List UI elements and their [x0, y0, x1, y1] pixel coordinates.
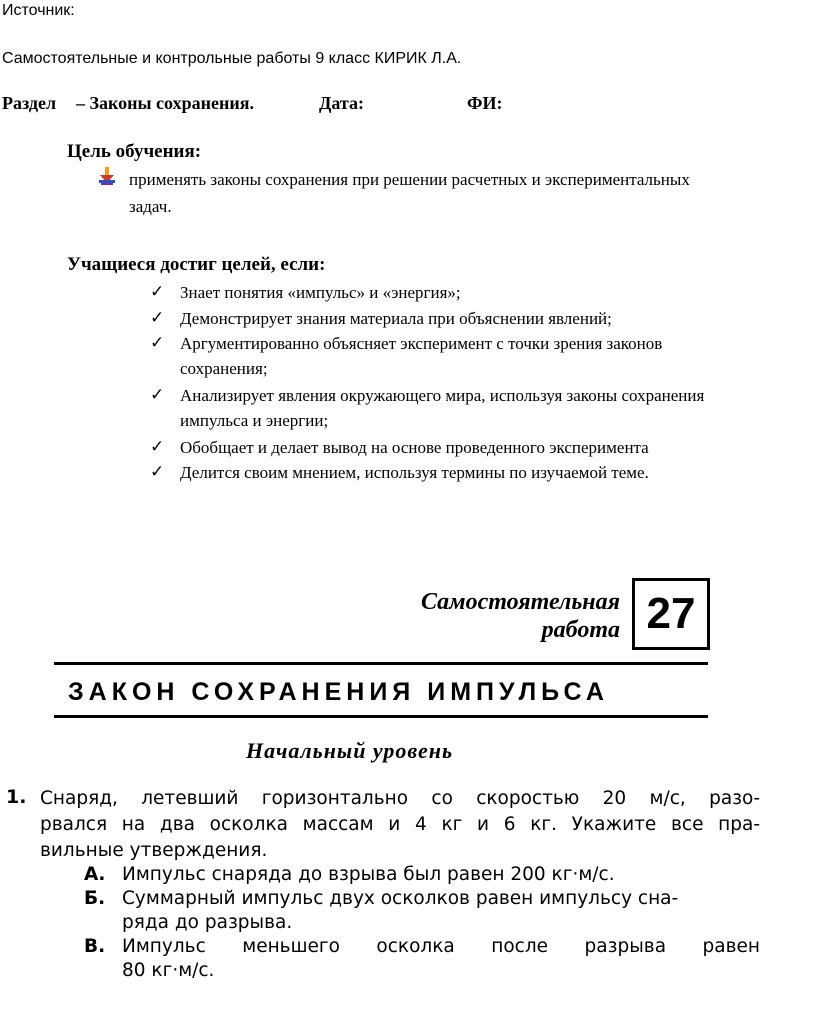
work-title-line1: Самостоятельная: [420, 589, 620, 615]
check-icon: ✓: [150, 333, 165, 352]
check-icon: ✓: [150, 437, 165, 456]
goal-text-continued: задач.: [129, 197, 172, 216]
work-number-box: [632, 578, 710, 650]
section-name: – Законы сохранения.: [76, 93, 254, 113]
date-label: Дата:: [319, 93, 364, 113]
work-number: 27: [646, 589, 696, 638]
option-text: Суммарный импульс двух осколков равен импульсу сна-: [122, 888, 679, 909]
criteria-item: Аргументированно объясняет эксперимент с точки зрения законов: [180, 334, 663, 353]
check-icon: ✓: [150, 282, 165, 301]
criteria-item-continued: сохранения;: [180, 359, 268, 378]
topic-title: ЗАКОН СОХРАНЕНИЯ ИМПУЛЬСА: [68, 678, 609, 706]
option-letter: А.: [84, 864, 106, 885]
divider-bottom: [54, 715, 708, 718]
criteria-item-continued: импульса и энергии;: [180, 411, 329, 430]
source-text: Самостоятельные и контрольные работы 9 класс КИРИК Л.А.: [2, 50, 462, 67]
question-text: рвался на два осколка массам и 4 кг и 6 кг. Укажите все пра-: [40, 814, 760, 835]
section-label: Раздел: [2, 93, 57, 113]
question-number: 1.: [6, 786, 27, 808]
goal-title: Цель обучения:: [67, 141, 202, 162]
criteria-title: Учащиеся достиг целей, если:: [67, 254, 326, 275]
option-text: Импульс снаряда до взрыва был равен 200 кг·м/с.: [122, 864, 615, 885]
criteria-item: Делится своим мнением, используя термины по изучаемой теме.: [180, 463, 649, 482]
criteria-item: Обобщает и делает вывод на основе проведенного эксперимента: [180, 438, 649, 457]
bullet-arrow-icon: [99, 167, 115, 185]
option-text-continued: 80 кг·м/с.: [122, 960, 215, 981]
check-icon: ✓: [150, 308, 165, 327]
question-text: вильные утверждения.: [40, 840, 268, 861]
check-icon: ✓: [150, 385, 165, 404]
option-text: Импульс меньшего осколка после разрыва равен: [122, 936, 760, 957]
criteria-item: Демонстрирует знания материала при объяснении явлений;: [180, 309, 612, 328]
name-label: ФИ:: [467, 93, 503, 113]
work-title-line2: работа: [541, 617, 620, 643]
level-title: Начальный уровень: [246, 738, 453, 763]
option-text-continued: ряда до разрыва.: [122, 912, 293, 933]
goal-text: применять законы сохранения при решении расчетных и экспериментальных: [129, 170, 690, 189]
source-label: Источник:: [2, 2, 75, 19]
criteria-item: Анализирует явления окружающего мира, используя законы сохранения: [180, 386, 705, 405]
question-text: Снаряд, летевший горизонтально со скоростью 20 м/с, разо-: [40, 788, 760, 809]
check-icon: ✓: [150, 462, 165, 481]
work-title: [368, 588, 620, 644]
option-letter: Б.: [84, 888, 106, 909]
criteria-item: Знает понятия «импульс» и «энергия»;: [180, 283, 461, 302]
option-letter: В.: [84, 936, 106, 957]
divider-top: [54, 662, 708, 665]
